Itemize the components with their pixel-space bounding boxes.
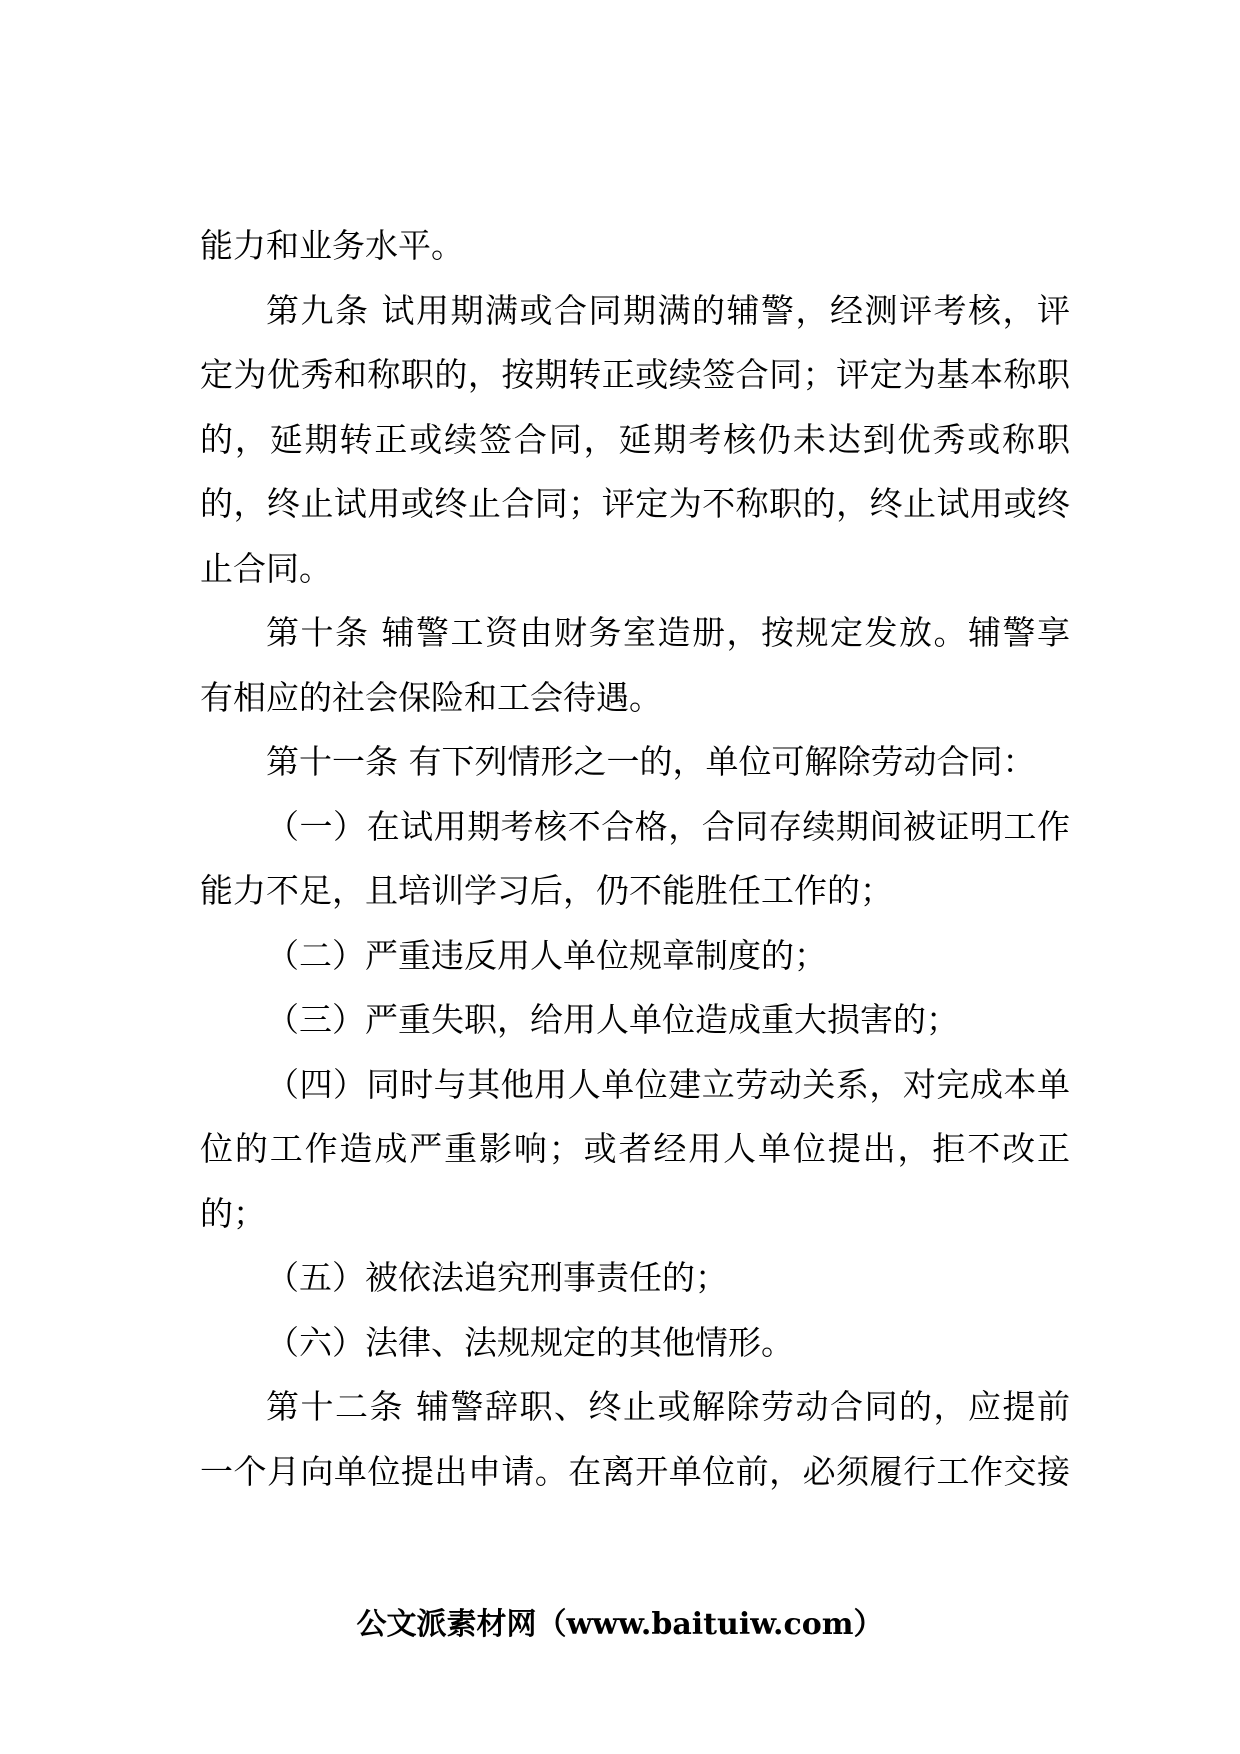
text-line: （一）在试用期考核不合格，合同存续期间被证明工作 <box>266 806 1070 846</box>
text-line: 有相应的社会保险和工会待遇。 <box>200 677 662 717</box>
text-line: 的，终止试用或终止合同；评定为不称职的，终止试用或终 <box>200 484 1070 523</box>
text-line: 一个月向单位提出申请。在离开单位前，必须履行工作交接 <box>200 1451 1070 1491</box>
text-line: 第九条 试用期满或合同期满的辅警，经测评考核，评 <box>266 290 1070 330</box>
text-line: 止合同。 <box>200 548 332 588</box>
text-line: 位的工作造成严重影响；或者经用人单位提出，拒不改正 <box>200 1129 1070 1168</box>
text-line: （六）法律、法规规定的其他情形。 <box>266 1322 794 1362</box>
text-line: 能力不足，且培训学习后，仍不能胜任工作的； <box>200 871 893 910</box>
text-line: 的； <box>200 1193 266 1233</box>
text-line: 第十一条 有下列情形之一的，单位可解除劳动合同： <box>266 742 1036 781</box>
text-line: （四）同时与其他用人单位建立劳动关系，对完成本单 <box>266 1064 1070 1104</box>
text-line: （五）被依法追究刑事责任的； <box>266 1258 728 1297</box>
text-line: 第十二条 辅警辞职、终止或解除劳动合同的，应提前 <box>266 1387 1070 1426</box>
text-line: 能力和业务水平。 <box>200 226 464 265</box>
document-body <box>200 214 1070 1504</box>
text-line: （三）严重失职，给用人单位造成重大损害的； <box>266 1000 959 1039</box>
text-line: 定为优秀和称职的，按期转正或续签合同；评定为基本称职 <box>200 355 1070 394</box>
footer-watermark: 公文派素材网（www.baituiw.com） <box>356 1607 884 1642</box>
text-line: 第十条 辅警工资由财务室造册，按规定发放。辅警享 <box>266 613 1070 652</box>
text-line: 的，延期转正或续签合同，延期考核仍未达到优秀或称职 <box>200 419 1070 459</box>
text-line: （二）严重违反用人单位规章制度的； <box>266 935 827 975</box>
